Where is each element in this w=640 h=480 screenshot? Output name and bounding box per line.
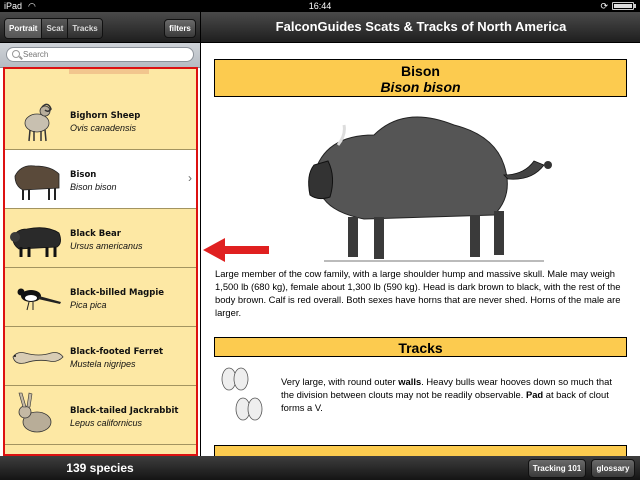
species-name: Black Bear	[70, 229, 121, 239]
tracks-description: Very large, with round outer walls. Heavy bulls wear hooves down so much that the division between clouts may not be readily observable. Pad at back of clout forms a V.	[281, 376, 612, 413]
bottom-toolbar	[0, 456, 640, 480]
bighorn-sheep-icon	[7, 95, 67, 145]
glossary-button[interactable]: glossary	[591, 459, 635, 478]
species-latin: Ursus americanus	[70, 241, 143, 251]
detail-toolbar	[201, 12, 640, 43]
species-title: Bison	[401, 63, 440, 79]
list-item[interactable]	[5, 209, 196, 268]
species-latin: Mustela nigripes	[70, 359, 136, 369]
sidebar-toolbar	[0, 12, 200, 43]
next-section-heading	[214, 445, 627, 456]
species-latin: Bison bison	[70, 182, 117, 192]
app-title: FalconGuides Scats & Tracks of North America	[275, 19, 567, 34]
list-item[interactable]	[5, 91, 196, 150]
species-latin: Pica pica	[70, 300, 107, 310]
detail-pane	[200, 12, 640, 456]
search-input[interactable]	[23, 49, 188, 60]
carrier-label: iPad	[4, 1, 23, 11]
search-bar	[0, 43, 200, 68]
tracks-heading: Tracks	[214, 337, 627, 357]
species-header	[214, 59, 627, 97]
jackrabbit-icon	[7, 390, 67, 440]
red-arrow-annotation	[203, 238, 273, 262]
chevron-right-icon: ›	[188, 171, 192, 185]
bison-illustration	[294, 105, 554, 265]
species-name: Bighorn Sheep	[70, 111, 141, 121]
search-icon	[12, 50, 20, 58]
species-list[interactable]	[3, 67, 198, 456]
species-name: Black-tailed Jackrabbit	[70, 406, 179, 416]
black-bear-icon	[7, 213, 67, 263]
search-field[interactable]	[6, 47, 194, 62]
ferret-icon	[7, 331, 67, 381]
status-bar	[0, 0, 640, 12]
segment-portrait[interactable]: Portrait	[5, 19, 42, 38]
list-item-selected[interactable]	[5, 150, 196, 209]
list-item[interactable]	[5, 268, 196, 327]
species-latin: Lepus californicus	[70, 418, 143, 428]
species-name: Black-billed Magpie	[70, 288, 165, 298]
magpie-icon	[7, 272, 67, 322]
tracking-101-button[interactable]: Tracking 101	[528, 459, 586, 478]
filters-button[interactable]: filters	[164, 19, 196, 38]
species-name: Black-footed Ferret	[70, 347, 164, 357]
species-description: Large member of the cow family, with a large shoulder hump and massive skull. Male may weigh 1,500 lb (680 kg), female about 1,300 lb (590 kg). Head is dark brown to black, with the rest of the body brown. Calf is red overall. Both sexes have horns that are never shed. Horns of the male are larger.	[215, 268, 621, 318]
species-latin: Ovis canadensis	[70, 123, 137, 133]
orientation-lock-icon: ⟳	[600, 1, 608, 11]
species-latin-title: Bison bison	[380, 79, 461, 95]
clock: 16:44	[308, 1, 332, 11]
list-item[interactable]	[5, 327, 196, 386]
view-segmented-control	[4, 18, 103, 39]
segment-scat[interactable]: Scat	[42, 19, 68, 38]
segment-tracks[interactable]: Tracks	[68, 19, 101, 38]
list-item[interactable]	[5, 386, 196, 445]
species-sidebar	[0, 12, 200, 456]
bison-icon	[7, 154, 67, 204]
species-count: 139 species	[66, 461, 134, 475]
battery-icon	[612, 2, 634, 10]
wifi-icon: ◠	[28, 1, 36, 11]
list-item-partial[interactable]	[5, 69, 196, 92]
species-name: Bison	[70, 170, 97, 180]
tracks-illustration	[215, 365, 267, 425]
